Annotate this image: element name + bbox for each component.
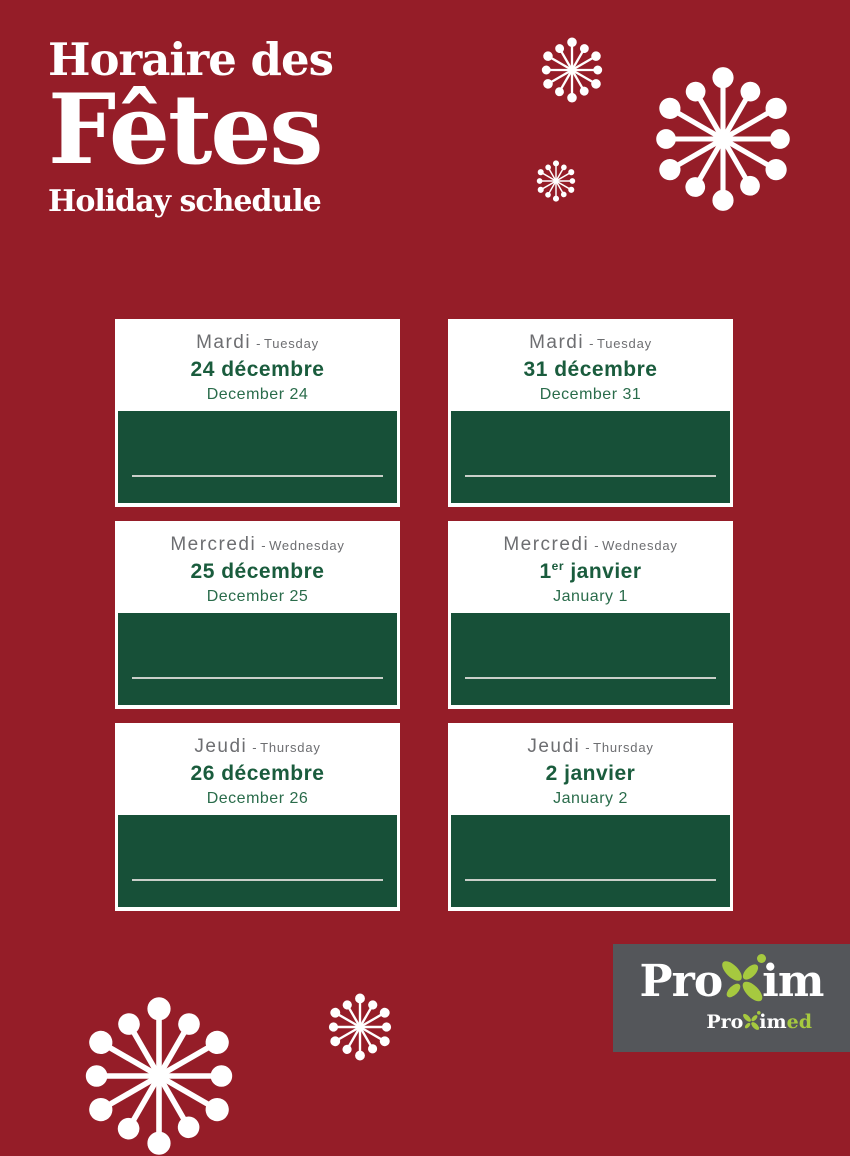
date-fr (115, 560, 400, 584)
date-en: December 26 (206, 790, 309, 807)
date-fr-text: 31 décembre (523, 358, 658, 381)
poster-header (48, 34, 333, 219)
title-line-1: Horaire des (48, 33, 333, 86)
card-date-header (448, 319, 733, 404)
day-separator: - (256, 336, 261, 351)
date-fr-text: 2 janvier (545, 762, 636, 785)
card-date-header (115, 319, 400, 404)
date-fr (115, 762, 400, 786)
schedule-card-dec26 (115, 723, 400, 911)
card-date-header (448, 723, 733, 808)
proxim-wordmark (613, 956, 850, 1007)
day-separator: - (252, 740, 258, 755)
date-fr-text: 26 décembre (190, 762, 325, 785)
brand-text-pre: Pro (639, 956, 723, 1007)
card-day (115, 534, 400, 556)
hours-blank-line (465, 677, 716, 679)
hours-panel (451, 411, 730, 503)
card-day (448, 332, 733, 354)
sub-brand-pre: Pro (706, 1011, 744, 1033)
hours-panel (118, 815, 397, 907)
brand-text-post: im (762, 956, 824, 1007)
day-name-fr: Mardi (196, 332, 252, 353)
snowflake-icon (535, 160, 577, 202)
day-name-en: Wednesday (269, 538, 345, 553)
day-name-en: Wednesday (602, 538, 678, 553)
date-en: December 25 (206, 588, 309, 605)
hours-blank-line (465, 879, 716, 881)
subtitle: Holiday schedule (48, 184, 321, 220)
sub-brand-mid: im (759, 1011, 787, 1033)
hours-panel (118, 411, 397, 503)
schedule-card-jan1 (448, 521, 733, 709)
schedule-card-dec25 (115, 521, 400, 709)
day-separator: - (261, 538, 267, 553)
day-separator: - (594, 538, 600, 553)
snowflake-icon (650, 66, 796, 212)
card-day (448, 534, 733, 556)
date-fr-text: 24 décembre (190, 358, 325, 381)
sub-brand-suffix: ed (786, 1011, 812, 1033)
schedule-card-jan2 (448, 723, 733, 911)
title-line-2: Fêtes (48, 72, 322, 186)
date-fr (115, 358, 400, 382)
proxim-logo-box (613, 944, 850, 1052)
schedule-card-dec31 (448, 319, 733, 507)
date-fr-rest: janvier (563, 560, 642, 583)
hours-blank-line (132, 879, 383, 881)
proximed-wordmark (613, 1011, 850, 1033)
day-name-en: Tuesday (596, 336, 652, 351)
snowflake-icon (326, 993, 394, 1061)
day-separator: - (585, 740, 591, 755)
date-fr (448, 762, 733, 786)
day-name-fr: Mercredi (503, 534, 590, 555)
card-day (115, 332, 400, 354)
proxim-x-leaf-icon (717, 954, 767, 1004)
hours-blank-line (132, 677, 383, 679)
date-fr-text: 25 décembre (190, 560, 325, 583)
date-fr (448, 358, 733, 382)
schedule-cards-grid (115, 319, 733, 911)
day-name-fr: Mercredi (170, 534, 257, 555)
hours-panel (451, 815, 730, 907)
snowflake-icon (79, 996, 239, 1156)
date-ordinal-suffix: er (551, 559, 564, 573)
hours-panel (118, 613, 397, 705)
hours-blank-line (132, 475, 383, 477)
date-en: January 1 (553, 588, 628, 605)
day-name-en: Thursday (260, 740, 321, 755)
card-day (448, 736, 733, 758)
date-fr-text: 1 (539, 560, 552, 583)
day-name-en: Tuesday (263, 336, 319, 351)
date-en: December 24 (206, 386, 309, 403)
card-date-header (115, 723, 400, 808)
date-fr (448, 560, 733, 584)
card-day (115, 736, 400, 758)
card-date-header (448, 521, 733, 606)
date-en: December 31 (539, 386, 642, 403)
date-en: January 2 (553, 790, 628, 807)
snowflake-icon (539, 37, 605, 103)
day-separator: - (589, 336, 594, 351)
day-name-fr: Jeudi (194, 736, 248, 757)
day-name-en: Thursday (593, 740, 654, 755)
proxim-x-leaf-icon (741, 1011, 761, 1031)
card-date-header (115, 521, 400, 606)
hours-blank-line (465, 475, 716, 477)
hours-panel (451, 613, 730, 705)
day-name-fr: Jeudi (527, 736, 581, 757)
day-name-fr: Mardi (529, 332, 585, 353)
schedule-card-dec24 (115, 319, 400, 507)
